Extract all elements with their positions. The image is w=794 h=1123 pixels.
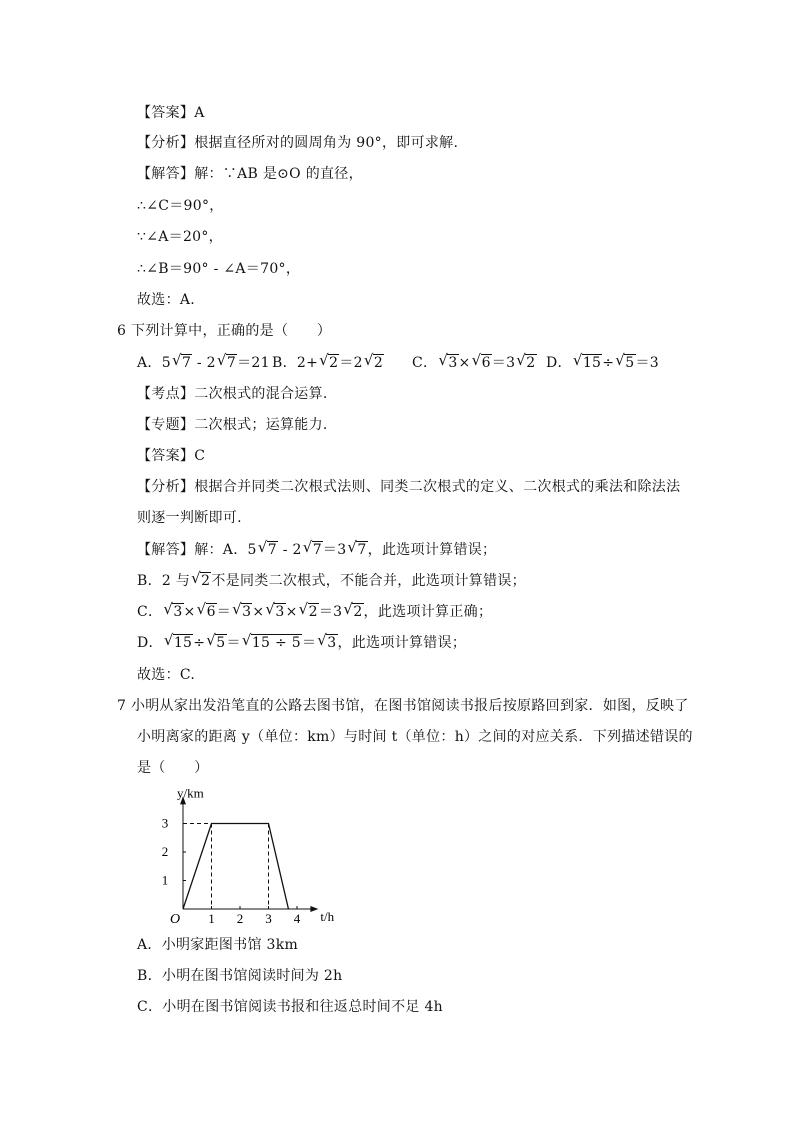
sqrt-symbol: √ 7 [347, 538, 367, 558]
q6-kaodian: 【考点】二次根式的混合运算. [137, 386, 328, 402]
q6-answer: 【答案】C [137, 448, 206, 464]
q6-option-d [546, 353, 659, 373]
option-text: ＝2 [339, 355, 363, 371]
option-text: × [458, 355, 471, 371]
q5-answer: 【答案】A [137, 105, 205, 121]
q5-step3: ∴∠B＝90° - ∠A＝70°， [137, 261, 301, 277]
sqrt-symbol: √ 2 [343, 600, 363, 620]
option-letter: C． [412, 355, 438, 371]
option-letter: B． [272, 355, 297, 371]
y-axis-label: y/km [177, 785, 204, 801]
sqrt-symbol: √ 5 [206, 631, 226, 651]
solution-text: ＝ [301, 635, 317, 651]
option-text: 5 [161, 355, 171, 371]
sqrt-symbol: √ 7 [257, 538, 277, 558]
solution-text: D． [137, 635, 163, 651]
q6-zhuanti: 【专题】二次根式；运算能力. [137, 417, 328, 433]
sqrt-symbol: √ 2 [516, 351, 536, 371]
q5-choose: 故选：A. [137, 292, 196, 308]
y-tick-label: 1 [161, 872, 169, 888]
sqrt-symbol: √ 5 [615, 351, 635, 371]
option-letter: D． [546, 355, 572, 371]
solution-text: ＝3 [322, 542, 347, 558]
solution-text: ，此选项计算错误； [337, 635, 467, 651]
x-axis-arrow [310, 906, 318, 912]
q6-stem: 6 下列计算中，正确的是（ ） [117, 323, 332, 339]
sqrt-symbol: √ 3 [265, 600, 285, 620]
option-text: ＝21 [237, 355, 270, 371]
q7-option-a: A．小明家距图书馆 3km [137, 937, 299, 953]
option-text: 2+ [296, 355, 319, 371]
q6-solution-b [137, 571, 526, 591]
q6-choose: 故选：C. [137, 667, 196, 683]
sqrt-symbol: √ 7 [216, 351, 237, 371]
sqrt-symbol: √ 3 [317, 631, 337, 651]
sqrt-symbol: √ 2 [363, 351, 384, 371]
q6-option-c [412, 353, 537, 373]
sqrt-symbol: √ 2 [191, 569, 211, 589]
q5-analysis: 【分析】根据直径所对的圆周角为 90°，即可求解. [137, 135, 459, 151]
q7-option-b: B．小明在图书馆阅读时间为 2h [137, 968, 343, 984]
x-tick-label: 3 [265, 911, 272, 926]
option-text: ＝3 [635, 355, 660, 371]
x-tick-label: 1 [208, 911, 215, 926]
solution-text: 不是同类二次根式，不能合并，此选项计算错误； [211, 573, 526, 589]
sqrt-symbol: √ 2 [298, 600, 318, 620]
sqrt-symbol: √ 15 [572, 351, 602, 371]
q6-solution-d [137, 633, 466, 653]
solution-text: ÷ [193, 635, 206, 651]
sqrt-symbol: √ 2 [319, 351, 339, 371]
q6-analysis-1: 【分析】根据合并同类二次根式法则、同类二次根式的定义、二次根式的乘法和除法法 [137, 479, 681, 495]
origin-label: O [170, 912, 181, 927]
distance-time-chart [140, 782, 340, 932]
option-text: - 2 [192, 355, 216, 371]
option-text: ÷ [602, 355, 615, 371]
sqrt-symbol: √ 7 [171, 351, 192, 371]
solution-text: ，此选项计算正确； [363, 604, 493, 620]
sqrt-symbol: √ 3 [438, 351, 458, 371]
sqrt-symbol: √ 15 ÷ 5 [241, 631, 301, 651]
q7-stem-2: 小明离家的距离 y（单位：km）与时间 t（单位：h）之间的对应关系．下列描述错误的 [137, 729, 693, 745]
solution-text: C． [137, 604, 163, 620]
sqrt-symbol: √ 15 [163, 631, 193, 651]
sqrt-symbol: √ 3 [163, 600, 183, 620]
solution-text: ，此选项计算错误； [367, 542, 497, 558]
sqrt-symbol: √ 6 [196, 600, 216, 620]
solution-text: ＝ [216, 604, 232, 620]
solution-text: 【解答】解：A．5 [137, 542, 257, 558]
q7-option-c: C．小明在图书馆阅读书报和往返总时间不足 4h [137, 999, 443, 1015]
q5-step2: ∵∠A＝20°， [137, 229, 223, 245]
q7-stem-1: 7 小明从家出发沿笔直的公路去图书馆，在图书馆阅读书报后按原路回到家．如图，反映了 [117, 698, 689, 714]
x-tick-label: 2 [236, 911, 244, 926]
solution-text: × [183, 604, 196, 620]
sqrt-symbol: √ 6 [471, 351, 491, 371]
solution-text: ＝3 [318, 604, 343, 620]
solution-text: B．2 与 [137, 573, 191, 589]
solution-text: ＝ [226, 635, 241, 651]
q6-option-b [272, 353, 384, 373]
x-axis-label: t/h [320, 909, 335, 924]
y-tick-label: 2 [161, 844, 169, 859]
q6-solution-c [137, 602, 492, 622]
q6-solution-a [137, 540, 496, 560]
q5-step1: ∴∠C＝90°， [137, 198, 224, 214]
distance-line [183, 824, 288, 910]
solution-text: × [285, 604, 298, 620]
q5-solution: 【解答】解：∵AB 是⊙O 的直径， [137, 166, 363, 182]
sqrt-symbol: √ 7 [302, 538, 322, 558]
q7-stem-3: 是（ ） [137, 760, 209, 776]
sqrt-symbol: √ 3 [232, 600, 252, 620]
solution-text: × [252, 604, 265, 620]
option-letter: A． [137, 355, 162, 371]
q6-option-a [137, 353, 270, 373]
solution-text: - 2 [277, 542, 302, 558]
option-text: ＝3 [491, 355, 516, 371]
y-tick-label: 3 [161, 815, 169, 831]
q6-analysis-2: 则逐一判断即可. [137, 510, 242, 526]
x-tick-label: 4 [293, 911, 301, 926]
